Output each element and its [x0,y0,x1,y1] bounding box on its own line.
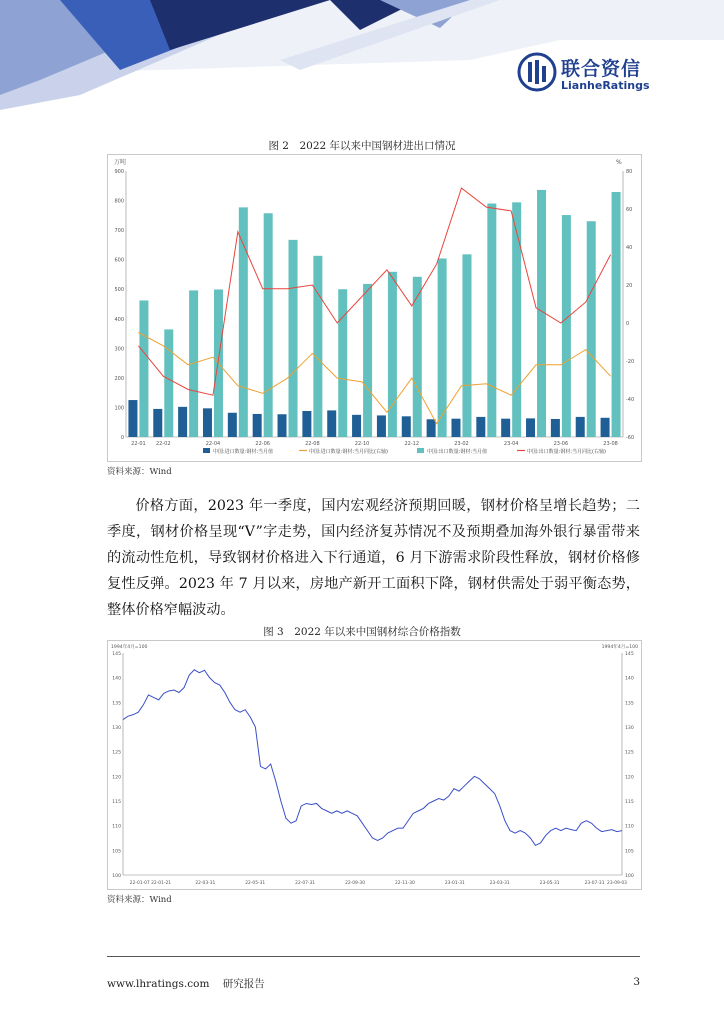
bar-export [413,277,422,437]
y-right-tick-label: 110 [625,824,634,830]
x-tick-label: 22-05-31 [245,881,266,886]
x-tick-label: 22-01-07 22-01-21 [129,881,172,886]
legend-swatch [417,448,424,453]
x-tick-label: 22-01 [131,441,146,447]
bar-import [501,419,510,437]
y-left-tick-label: 110 [112,824,121,830]
y-left-tick-label: 130 [112,726,121,731]
logo-chinese-name: 联合资信 [561,58,642,80]
bar-export [587,221,596,437]
bar-export [139,300,148,437]
x-tick-label: 22-02 [156,441,171,447]
y-right-tick-label: 120 [625,775,634,781]
bar-import [253,414,262,437]
price-index-line [123,670,622,846]
y-right-tick-label: 125 [625,750,634,756]
x-tick-label: 23-01-31 [444,881,465,886]
bar-import [327,410,336,437]
bar-import [377,415,386,437]
bar-import [302,411,311,437]
figure-2-source: 资料来源：Wind [107,467,172,477]
figure-3-source: 资料来源：Wind [107,895,172,905]
bar-export [363,284,372,437]
figure-2-chart [107,154,642,462]
bar-export [338,289,347,437]
y-right-tick-label: -20 [626,359,635,365]
footer-website-link[interactable]: www.lhratings.com [107,978,210,990]
bar-export [264,213,273,437]
y-left-tick-label: 105 [112,849,121,855]
bar-export [313,256,322,437]
y-left-tick-label: 600 [114,257,124,264]
bar-import [476,417,485,437]
y-left-tick-label: 135 [112,701,121,707]
bar-export [487,204,496,437]
x-tick-label: 22-07-31 [295,881,316,886]
y-right-tick-label: 60 [626,207,633,213]
y-right-tick-label: 20 [626,283,633,289]
legend-label: 中国:进口数量:钢材:当月值 [213,449,274,455]
x-tick-label: 22-03-31 [195,881,216,886]
bar-export [612,192,621,437]
y-left-tick-label: 400 [114,316,124,323]
x-tick-label: 23-03-31 [489,881,510,886]
y-left-tick-label: 100 [114,405,124,412]
y-left-tick-label: 115 [112,800,121,805]
page-number: 3 [633,976,640,988]
y-left-tick-label: 500 [114,287,124,294]
bar-import [153,409,162,437]
x-tick-label: 22-11-30 [394,881,415,886]
legend-swatch [203,448,210,453]
bar-export [388,272,397,437]
y-right-unit-label: % [616,159,622,166]
bar-import [576,417,585,437]
figure-2-svg [108,155,641,461]
legend-label: 中国:出口数量:钢材:当月同比(右轴) [527,449,606,455]
bar-import [128,400,137,437]
y-right-tick-label: 40 [626,245,633,251]
x-tick-label: 23-04 [503,441,519,447]
y-right-tick-label: -60 [626,435,635,441]
x-tick-label: 23-08 [603,441,618,447]
y-left-unit-label: 1994年4月=100 [111,645,148,650]
x-tick-label: 22-10 [354,441,370,447]
y-right-tick-label: 140 [625,676,634,682]
x-tick-label: 23-02 [454,441,469,447]
bar-import [601,418,610,437]
logo-mark-icon [517,52,557,92]
company-logo [517,52,717,98]
bar-import [402,416,411,437]
y-left-tick-label: 125 [112,750,121,756]
x-tick-label: 23-09-03 [607,881,627,886]
y-right-tick-label: 115 [625,800,634,805]
figure-3-caption: 图 3 2022 年以来中国钢材综合价格指数 [263,626,461,638]
y-right-tick-label: 130 [625,726,634,731]
bar-import [203,408,212,437]
body-paragraph: 价格方面，2023 年一季度，国内宏观经济预期回暖，钢材价格呈增长趋势；二季度，钢材价格呈现“V”字走势，国内经济复苏情况不及预期叠加海外银行暴雷带来的流动性危机，导致钢材价格进入下行通道，6 月下游需求阶段性释放，钢材价格修复性反弹。2023 年 7 月以来，房地产新开工面积下降，钢材供需处于弱平衡态势，整体价格窄幅波动。 [107,498,640,618]
y-left-tick-label: 145 [112,652,121,657]
x-tick-label: 23-05-31 [539,881,560,886]
x-tick-label: 22-06 [255,441,270,447]
footer-divider [107,956,640,957]
x-tick-label: 22-09-30 [345,881,366,886]
y-right-tick-label: -40 [626,397,635,403]
bar-import [451,419,460,437]
y-left-tick-label: 100 [112,874,121,879]
y-right-tick-label: 145 [625,652,634,657]
x-tick-label: 23-06 [553,441,569,447]
bar-import [178,407,187,437]
legend-label: 中国:进口数量:钢材:当月同比(右轴) [309,449,388,455]
bar-import [352,415,361,437]
y-left-tick-label: 140 [112,676,121,682]
y-left-tick-label: 300 [114,346,124,353]
figure-3-chart [107,640,642,890]
figure-3-svg [108,641,641,889]
y-left-tick-label: 200 [114,375,124,382]
y-left-tick-label: 0 [120,435,124,441]
legend-label: 中国:出口数量:钢材:当月值 [427,449,488,455]
x-tick-label: 22-12 [404,441,420,447]
figure-2-caption: 图 2 2022 年以来中国钢材进出口情况 [268,140,456,152]
x-tick-label: 22-04 [205,441,221,447]
x-tick-label: 22-08 [305,441,320,447]
y-right-tick-label: 100 [625,874,634,879]
y-right-tick-label: 135 [625,701,634,707]
y-left-tick-label: 120 [112,775,121,781]
y-right-tick-label: 0 [626,321,630,327]
footer-report-type: 研究报告 [222,978,265,990]
y-right-tick-label: 105 [625,849,634,855]
bar-import [551,419,560,437]
y-left-tick-label: 700 [114,228,124,235]
footer-info [107,976,275,991]
y-right-tick-label: 80 [626,169,633,175]
bar-export [239,207,248,437]
x-tick-label: 23-07-31 [584,881,605,886]
bar-import [278,414,287,437]
y-left-unit-label: 万吨 [114,159,127,166]
bar-export [562,215,571,437]
bar-import [228,413,237,437]
y-left-tick-label: 900 [114,169,124,175]
bar-export [512,202,521,437]
bar-export [462,254,471,437]
bar-import [427,419,436,437]
y-left-tick-label: 800 [114,198,124,205]
logo-english-name: LianheRatings [561,79,650,92]
bar-export [289,240,298,437]
bar-import [526,418,535,437]
y-right-unit-label: 1994年4月=100 [601,645,638,650]
bar-export [164,329,173,437]
